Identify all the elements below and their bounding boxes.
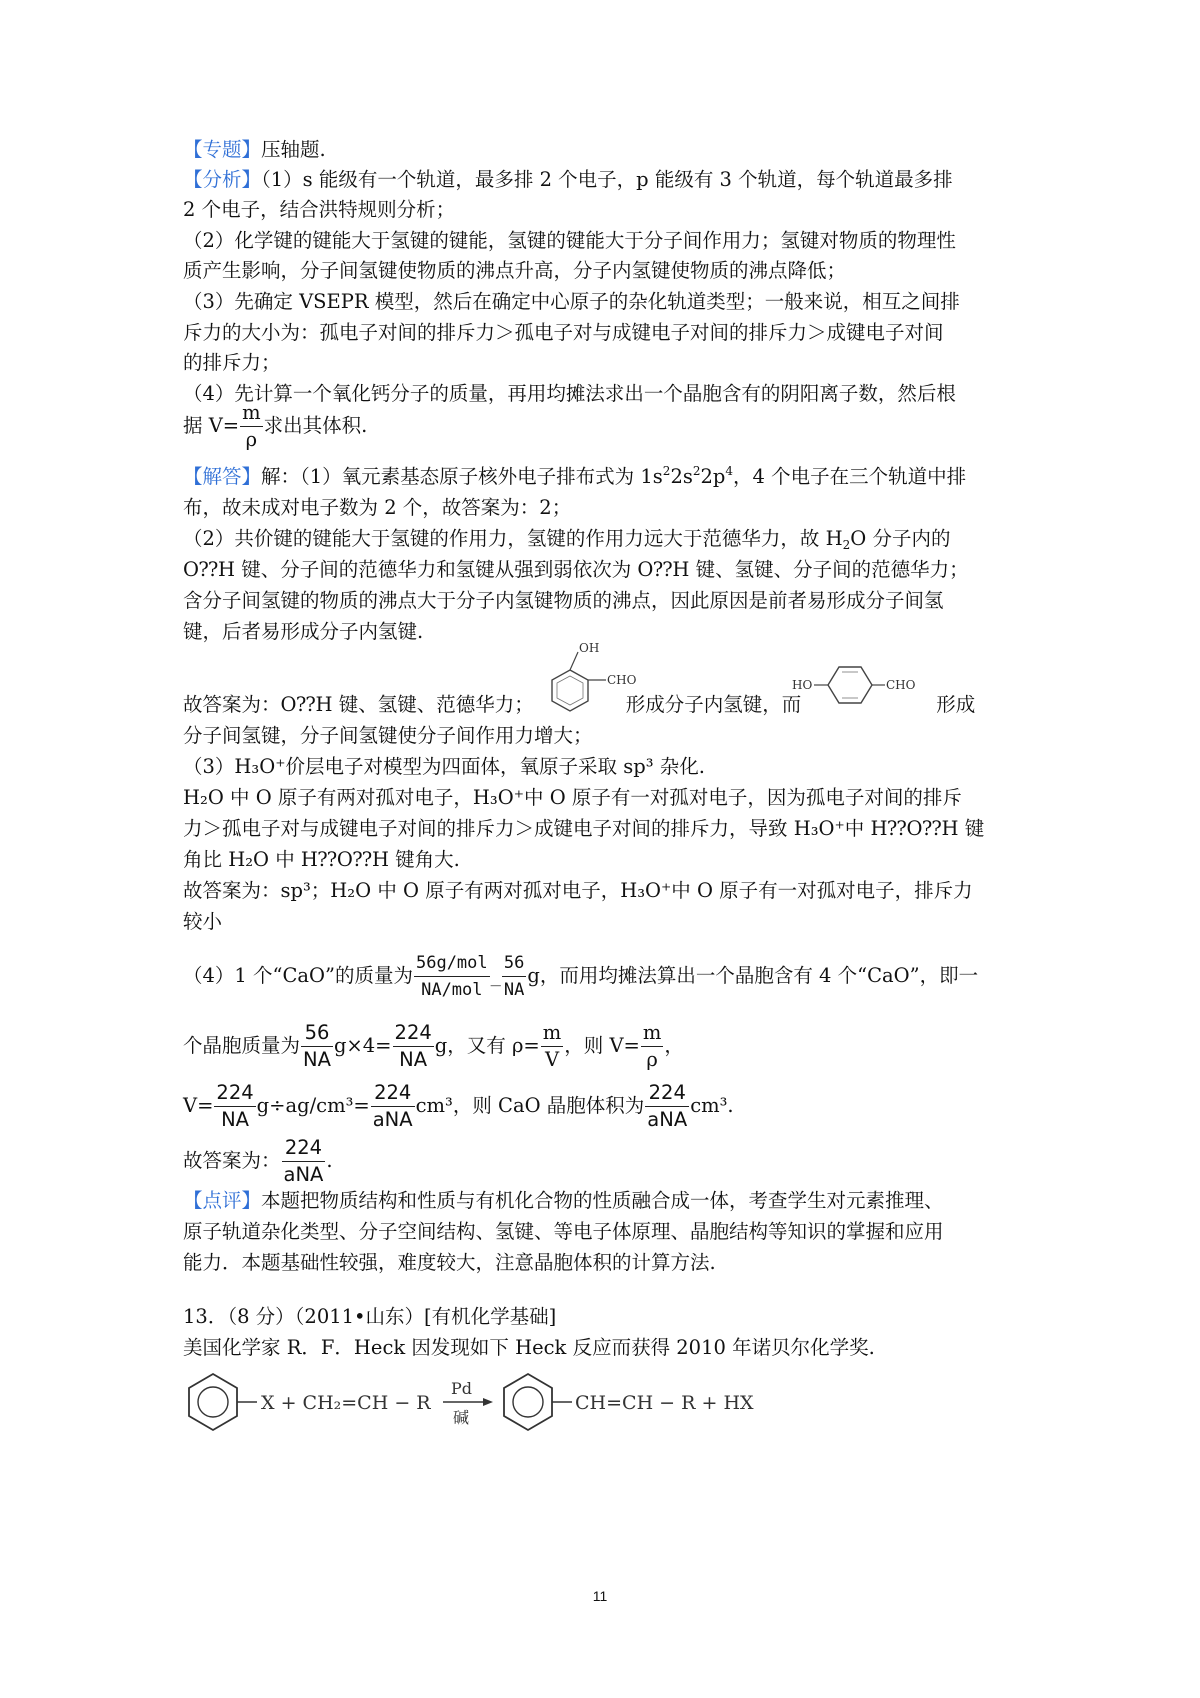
topic-line <box>183 135 326 165</box>
solution-line-1: 【解答】解：（1）氧元素基态原子核外电子排布式为 $1s^22s^22p^4$，4 个电子在三个轨道中排 <box>183 464 967 488</box>
analysis-line-5: （3）先确定 VSEPR 模型，然后在确定中心原子的杂化轨道类型；一般来说，相互之间排 <box>183 290 960 313</box>
denominator: NA <box>221 1108 249 1131</box>
solution-tag: 【解答】 <box>183 465 262 488</box>
denominator: aNA <box>372 1108 413 1131</box>
page-number: 11 <box>592 1588 608 1604</box>
solution-line-8: 分子间氢键，分子间氢键使分子间作用力增大； <box>183 724 593 747</box>
benzene-ring-icon <box>504 1374 552 1430</box>
denominator: aNA <box>647 1108 688 1131</box>
text-span: g，而用均摊法算出一个晶胞含有 4 个“CaO”，即一 <box>527 964 979 987</box>
numerator: 56 <box>502 950 526 977</box>
denominator: NA <box>303 1048 331 1071</box>
solution-line-12: 角比 H₂O 中 H⁇O⁇H 键角大. <box>183 848 460 871</box>
analysis-line-9 <box>183 400 367 453</box>
text-span: ， <box>664 1034 684 1057</box>
text-span: ，则 V= <box>564 1034 640 1057</box>
comment-line-3: 能力．本题基础性较强，难度较大，注意晶胞体积的计算方法. <box>183 1251 716 1274</box>
solution-line-2: 布，故未成对电子数为 2 个，故答案为：2； <box>183 496 572 519</box>
numerator: 224 <box>645 1080 689 1107</box>
fraction-224-over-ana <box>371 1080 415 1133</box>
fraction-224-over-ana <box>645 1080 689 1133</box>
analysis-line-2: 2 个电子，结合洪特规则分析； <box>183 198 456 221</box>
text-span: 形成分子内氢键，而 <box>625 693 802 716</box>
denominator: V <box>544 1048 560 1071</box>
numerator: 224 <box>282 1135 326 1162</box>
text-span: V= <box>183 1094 214 1117</box>
fraction-m-over-rho <box>641 1020 664 1073</box>
catalyst-label: Pd <box>451 1379 473 1398</box>
text-span: ，4 个电子在三个轨道中排 <box>733 465 967 488</box>
numerator: 224 <box>393 1020 434 1047</box>
topic-text: 压轴题. <box>261 138 326 161</box>
analysis-text: （1）s 能级有一个轨道，最多排 2 个电子，p 能级有 3 个轨道，每个轨道最多排 <box>261 168 953 191</box>
text-span: cm³. <box>690 1094 734 1117</box>
text-span: . <box>326 1149 333 1172</box>
benzene-ring-icon <box>189 1374 237 1430</box>
text-span: 求出其体积. <box>263 414 368 437</box>
denominator: NA/mol <box>421 980 483 1000</box>
solution-line-6: 键，后者易形成分子内氢键. <box>183 620 424 643</box>
text-span: 个晶胞质量为 <box>183 1034 301 1057</box>
text-span: g，又有 ρ= <box>434 1034 540 1057</box>
numerator: 56 <box>301 1020 333 1047</box>
oh-label: OH <box>579 641 600 655</box>
solution-line-14: 较小 <box>183 910 223 933</box>
ho-label: HO <box>792 678 813 692</box>
numerator: 224 <box>371 1080 415 1107</box>
fraction-56-over-na <box>502 950 526 1003</box>
denominator: ρ <box>646 1048 658 1071</box>
question-13-intro: 美国化学家 R．F．Heck 因发现如下 Heck 反应而获得 2010 年诺贝尔化学奖. <box>183 1336 875 1359</box>
solution-line-13: 故答案为：sp³；H₂O 中 O 原子有两对孤对电子，H₃O⁺中 O 原子有一对孤对电子，排斥力 <box>183 879 973 902</box>
ortho-hydroxybenzaldehyde-structure <box>540 638 660 720</box>
analysis-line-4: 质产生影响，分子间氢键使物质的沸点升高，分子内氢键使物质的沸点降低； <box>183 259 847 282</box>
analysis-line-8: （4）先计算一个氧化钙分子的质量，再用均摊法求出一个晶胞含有的阴阳离子数，然后根 <box>183 382 956 405</box>
analysis-line-1 <box>183 165 953 195</box>
solution-line-5: 含分子间氢键的物质的沸点大于分子内氢键物质的沸点，因此原因是前者易形成分子间氢 <box>183 589 944 612</box>
text-span: 本题把物质结构和性质与有机化合物的性质融合成一体，考查学生对元素推理、 <box>261 1189 944 1212</box>
products-label: CH=CH − R + HX <box>575 1392 754 1414</box>
reactants-label: X + CH₂=CH − R <box>261 1392 431 1414</box>
numerator: 224 <box>214 1080 255 1107</box>
fraction-224-over-na <box>393 1020 434 1073</box>
para-hydroxybenzaldehyde-structure <box>790 660 950 708</box>
fraction-56-over-na <box>301 1020 333 1073</box>
text-span: 故答案为：O⁇H 键、氢键、范德华力； <box>183 693 534 716</box>
text-span: 解：（1）氧元素基态原子核外电子排布式为 1s <box>261 465 663 488</box>
comment-tag: 【点评】 <box>183 1189 262 1212</box>
text-span: 据 V= <box>183 414 240 437</box>
base-label: 碱 <box>453 1408 470 1427</box>
text-span: （4）1 个“CaO”的质量为 <box>183 964 413 987</box>
heck-reaction-equation <box>183 1368 823 1440</box>
solution-line-17 <box>183 1080 734 1133</box>
solution-line-15: （4）1 个“CaO”的质量为 $\frac{\text{56g/mol}}{\text{NA/mol}}$ _ $\frac{56}{NA}$ g，而用均摊法算出一个晶胞含有 4 个“CaO”，即一 <box>183 950 978 1003</box>
text-span: g×4= <box>333 1034 392 1057</box>
analysis-tag: 【分析】 <box>183 168 262 191</box>
fraction-molar-mass <box>414 950 490 1003</box>
analysis-line-3: （2）化学键的键能大于氢键的键能，氢键的键能大于分子间作用力；氢键对物质的物理性 <box>183 229 956 252</box>
denominator: aNA <box>283 1163 324 1186</box>
solution-line-10: H₂O 中 O 原子有两对孤对电子，H₃O⁺中 O 原子有一对孤对电子，因为孤电子对间的排斥 <box>183 786 962 809</box>
analysis-line-7: 的排斥力； <box>183 351 281 374</box>
topic-tag: 【专题】 <box>183 138 262 161</box>
numerator: m <box>541 1020 564 1047</box>
solution-line-4: O⁇H 键、分子间的范德华力和氢键从强到弱依次为 O⁇H 键、氢键、分子间的范德华力； <box>183 558 969 581</box>
solution-line-3: （2）共价键的键能大于氢键的作用力，氢键的作用力远大于范德华力，故 $H_2O$ 分子内的 <box>183 527 951 552</box>
denominator: ρ <box>245 428 258 451</box>
solution-line-9: （3）H₃O⁺价层电子对模型为四面体，氧原子采取 sp³ 杂化. <box>183 755 705 778</box>
analysis-line-6: 斥力的大小为：孤电子对间的排斥力＞孤电子对与成键电子对间的排斥力＞成键电子对间 <box>183 321 944 344</box>
cho-label: CHO <box>886 678 916 692</box>
numerator: m <box>641 1020 664 1047</box>
text-span: 故答案为： <box>183 1149 281 1172</box>
fraction-m-over-v <box>541 1020 564 1073</box>
comment-line-2: 原子轨道杂化类型、分子空间结构、氢键、等电子体原理、晶胞结构等知识的掌握和应用 <box>183 1220 944 1243</box>
text-span: 形成 <box>936 693 976 716</box>
denominator: NA <box>399 1048 428 1071</box>
comment-line-1 <box>183 1186 944 1216</box>
solution-line-18 <box>183 1135 333 1188</box>
text-span: g÷ag/cm³= <box>256 1094 370 1117</box>
question-13-title: 13．（8 分）（2011•山东）[有机化学基础] <box>183 1305 557 1328</box>
fraction-224-over-na <box>214 1080 255 1133</box>
numerator: m <box>240 400 263 427</box>
solution-line-16 <box>183 1020 684 1073</box>
cho-label: CHO <box>607 673 637 687</box>
solution-line-11: 力＞孤电子对与成键电子对间的排斥力＞成键电子对间的排斥力，导致 H₃O⁺中 H⁇O⁇H 键 <box>183 817 985 840</box>
denominator: NA <box>503 980 525 1000</box>
fraction-m-over-rho <box>240 400 263 453</box>
fraction-224-over-ana <box>282 1135 326 1188</box>
text-span: O 分子内的 <box>850 527 951 550</box>
numerator: 56g/mol <box>414 950 490 977</box>
text-span: （2）共价键的键能大于氢键的作用力，氢键的作用力远大于范德华力，故 H <box>183 527 843 550</box>
text-span: cm³，则 CaO 晶胞体积为 <box>415 1094 645 1117</box>
